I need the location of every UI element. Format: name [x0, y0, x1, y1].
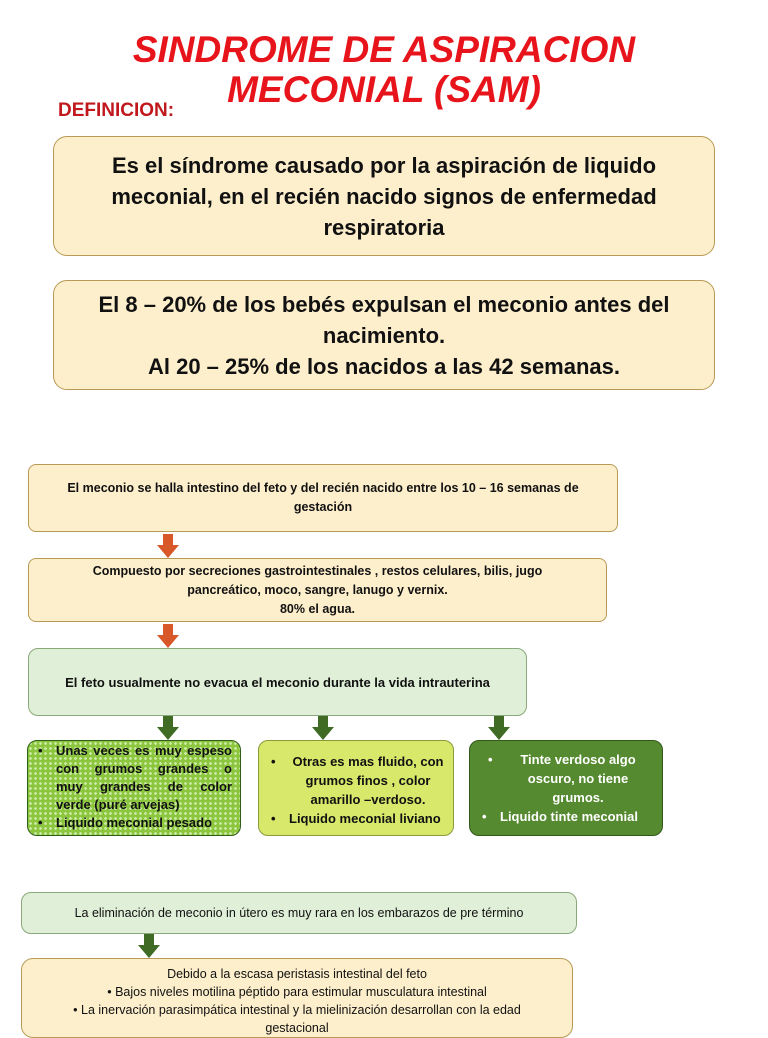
composition-line-3: 80% el agua. [279, 601, 356, 616]
meconium-tint-box [469, 740, 663, 836]
meconium-tint-bullet-2: • Liquido tinte meconial [482, 809, 638, 824]
meconium-location-box [28, 464, 618, 532]
meconium-tint-bullet-1: • Tinte verdoso algo oscuro, no tiene grumos. [480, 750, 656, 807]
definition-line-1: Es el síndrome causado por la aspiración de liquido [111, 152, 657, 178]
stats-line-1: El 8 – 20% de los bebés expulsan el meconio antes del [98, 291, 670, 317]
bullet-line: oscuro, no tiene [527, 771, 629, 786]
definition-label: DEFINICION: [58, 100, 175, 121]
bullet-text: Bajos niveles motilina péptido para estimular musculatura intestinal [115, 985, 487, 999]
thick-meconium-bullet-2: • Liquido meconial pesado [38, 815, 213, 830]
bullet-line: grumos finos , color [305, 773, 431, 788]
down-arrow-icon [157, 534, 179, 558]
definition-box [53, 136, 715, 256]
bullet-line: con grumos grandes o [56, 761, 232, 776]
stats-box [53, 280, 715, 390]
definition-line-3: respiratoria [323, 214, 445, 240]
no-evacuation-box [28, 648, 527, 716]
bullet-line: amarillo –verdoso. [310, 792, 426, 807]
location-line-1: El meconio se halla intestino del feto y del recién nacido entre los 10 – 16 semanas de [67, 481, 579, 495]
bullet-text: La inervación parasimpática intestinal y la mielinización desarrollan con la edad [81, 1003, 521, 1017]
preterm-text: La eliminación de meconio in útero es muy rara en los embarazos de pre término [74, 906, 524, 920]
bullet-line: Unas veces es muy espeso [56, 743, 232, 758]
peristalsis-bullet-2-cont: gestacional [265, 1021, 329, 1035]
stats-line-3: Al 20 – 25% de los nacidos a las 42 semanas. [147, 353, 621, 379]
title-line-2: MECONIAL (SAM) [227, 69, 541, 110]
bullet-text: Liquido tinte meconial [500, 809, 638, 824]
bullet-line: verde (puré arvejas) [56, 797, 180, 812]
page-title [0, 30, 768, 110]
bullet-line: grumos. [552, 790, 604, 805]
peristalsis-bullet-2: • La inervación parasimpática intestinal y la mielinización desarrollan con la edad [73, 1003, 521, 1017]
down-arrow-icon [157, 624, 179, 648]
down-arrow-icon [488, 716, 510, 740]
fluid-meconium-bullet-1: • Otras es mas fluido, con grumos finos , color amarillo –verdoso. [269, 752, 447, 809]
peristalsis-line-1: Debido a la escasa peristasis intestinal del feto [167, 967, 427, 981]
bullet-line: muy grandes de color [56, 779, 232, 794]
down-arrow-icon [157, 716, 179, 740]
bullet-line: Otras es mas fluido, con [292, 754, 444, 769]
bullet-line: Tinte verdoso algo [520, 752, 636, 767]
thick-meconium-bullet-1: • Unas veces es muy espeso con grumos grandes o muy grandes de color verde (puré arvejas) [38, 743, 232, 812]
thick-meconium-box [27, 740, 241, 836]
peristalsis-box [21, 958, 573, 1038]
stats-line-2: nacimiento. [322, 322, 446, 348]
fluid-meconium-bullet-2: • Liquido meconial liviano [271, 811, 441, 826]
composition-box [28, 558, 607, 622]
composition-line-2: pancreático, moco, sangre, lanugo y vernix. [187, 582, 448, 597]
down-arrow-icon [312, 716, 334, 740]
bullet-text: Liquido meconial liviano [289, 811, 441, 826]
title-line-1: SINDROME DE ASPIRACION [132, 29, 636, 70]
composition-line-1: Compuesto por secreciones gastrointestinales , restos celulares, bilis, jugo [92, 563, 543, 578]
fluid-meconium-box [258, 740, 454, 836]
definition-line-2: meconial, en el recién nacido signos de enfermedad [111, 183, 657, 209]
no-evacuation-text: El feto usualmente no evacua el meconio durante la vida intrauterina [65, 674, 490, 690]
preterm-box [21, 892, 577, 934]
peristalsis-bullet-1: • Bajos niveles motilina péptido para estimular musculatura intestinal [107, 985, 487, 999]
location-line-2: gestación [293, 500, 353, 514]
down-arrow-icon [138, 934, 160, 958]
bullet-text: Liquido meconial pesado [56, 815, 213, 830]
